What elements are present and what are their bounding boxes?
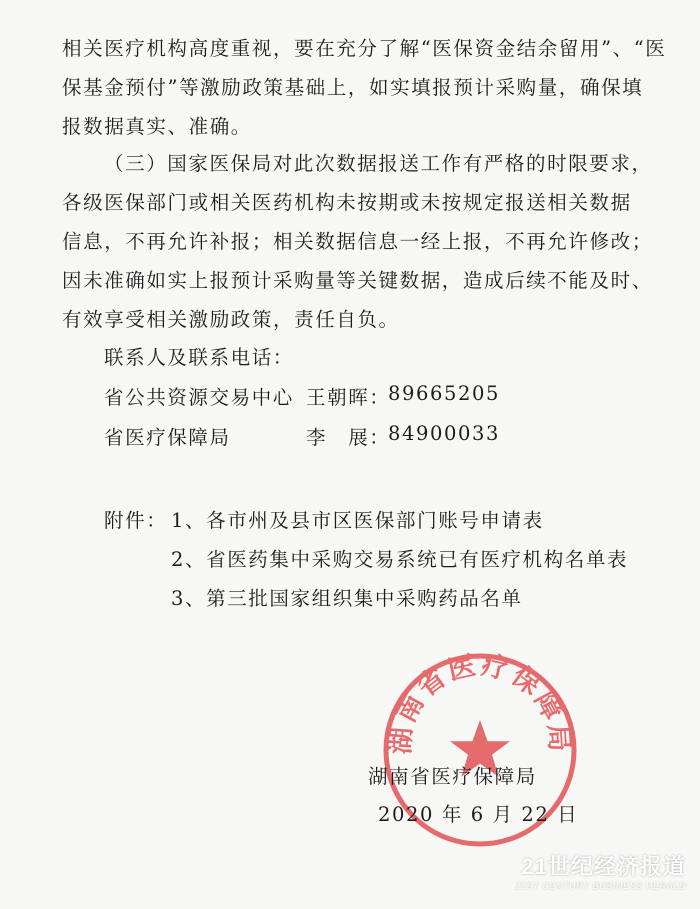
body-paragraph-1 xyxy=(62,29,667,146)
attachment-item: 1、各市州及县市区医保部门账号申请表 xyxy=(171,509,544,532)
seal-text: 湖南省医疗保障局 xyxy=(385,650,575,756)
text-line: 相关医疗机构高度重视，要在充分了解“医保资金结余留用”、“医 xyxy=(62,37,667,60)
text-line: 保基金预付”等激励政策基础上，如实填报预计采购量，确保填 xyxy=(62,76,644,99)
contacts-heading: 联系人及联系电话： xyxy=(104,346,294,369)
text-line: 有效享受相关激励政策，责任自负。 xyxy=(62,308,400,331)
contact-org: 省医疗保障局 xyxy=(104,426,231,449)
contact-name: 李 展： xyxy=(306,426,391,449)
signature-date: 2020 年 6 月 22 日 xyxy=(378,803,579,826)
text-line: 各级医保部门或相关医药机构未按期或未按规定报送相关数据 xyxy=(62,191,632,214)
text-line: 信息，不再允许补报；相关数据信息一经上报，不再允许修改； xyxy=(62,230,653,253)
contact-phone: 84900033 xyxy=(388,422,501,445)
attachments-label: 附件： xyxy=(104,509,168,532)
contact-phone: 89665205 xyxy=(388,382,501,405)
watermark-title: 21世纪经济报道 xyxy=(521,854,686,879)
signature-org: 湖南省医疗保障局 xyxy=(368,765,537,788)
text-line: （三）国家医保局对此次数据报送工作有严格的时限要求， xyxy=(104,152,653,175)
text-line: 因未准确如实上报预计采购量等关键数据，造成后续不能及时、 xyxy=(62,269,653,292)
body-paragraph-2 xyxy=(62,144,662,339)
contact-name: 王朝晖： xyxy=(306,386,391,409)
contact-org: 省公共资源交易中心 xyxy=(104,386,294,409)
text-line: 报数据真实、准确。 xyxy=(62,115,252,138)
attachment-item: 3、第三批国家组织集中采购药品名单 xyxy=(171,587,523,610)
watermark-subtitle: 21ST CENTURY BUSINESS HERALD xyxy=(515,881,686,891)
contact-row xyxy=(0,382,700,412)
contact-row xyxy=(0,422,700,452)
attachment-item: 2、省医药集中采购交易系统已有医疗机构名单表 xyxy=(171,548,629,571)
publisher-watermark xyxy=(515,850,686,891)
attachments-list xyxy=(0,505,700,535)
